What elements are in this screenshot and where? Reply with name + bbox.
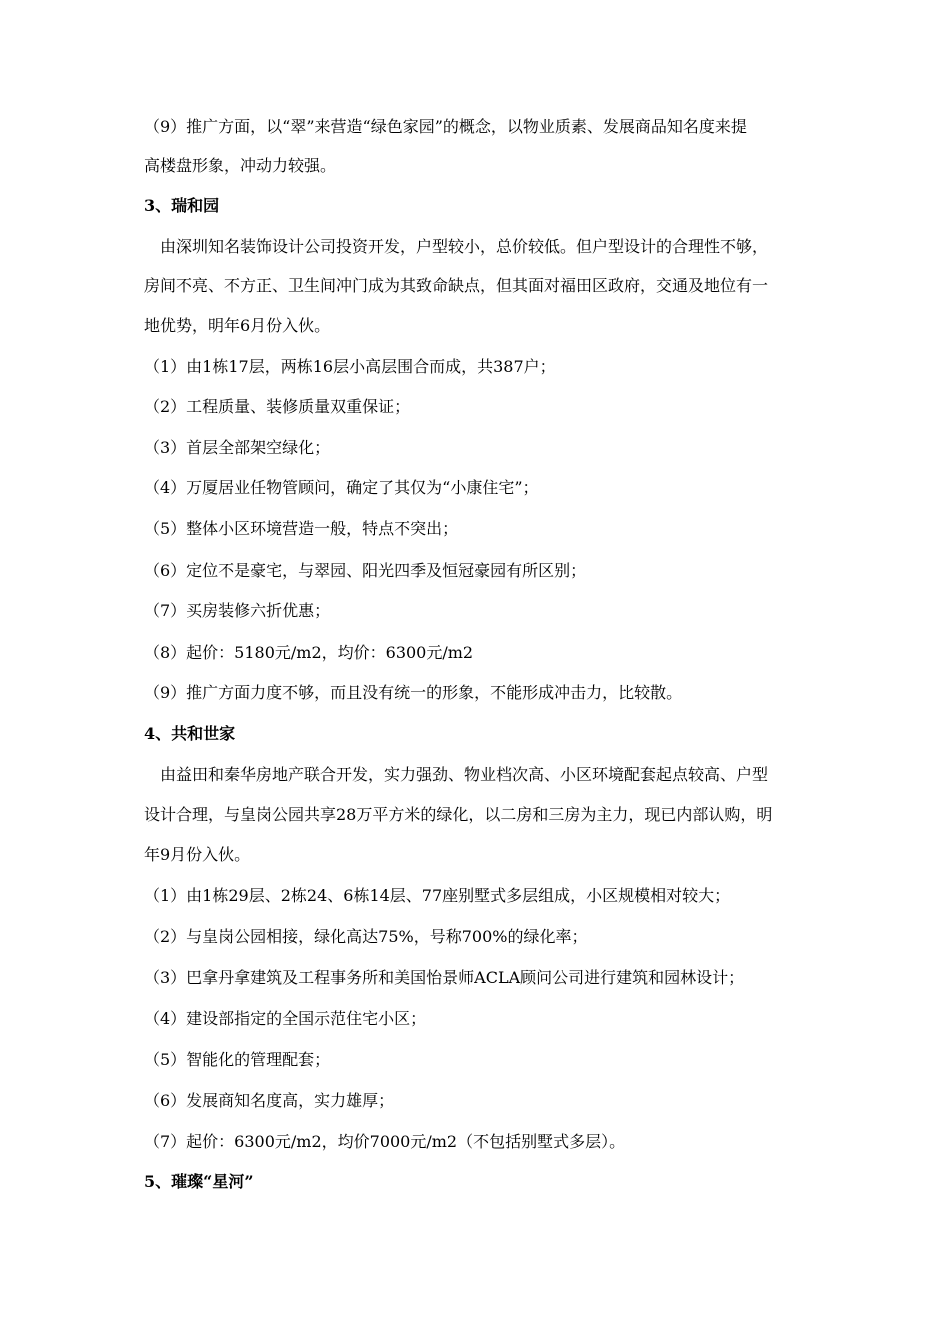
- paragraph-line: 年9月份入伙。: [144, 845, 251, 864]
- list-item: （7）起价：6300元/m2，均价7000元/m2（不包括别墅式多层）。: [144, 1132, 626, 1151]
- list-item: （6）发展商知名度高，实力雄厚；: [144, 1091, 395, 1110]
- list-item: （5）智能化的管理配套；: [144, 1050, 331, 1069]
- paragraph-line: 高楼盘形象，冲动力较强。: [144, 156, 337, 175]
- paragraph-line: 由益田和秦华房地产联合开发，实力强劲、物业档次高、小区环境配套起点较高、户型: [160, 765, 769, 784]
- list-item: （4）万厦居业任物管顾问，确定了其仅为“小康住宅”；: [144, 478, 539, 497]
- paragraph-line: 地优势，明年6月份入伙。: [144, 316, 331, 335]
- section-heading: 4、共和世家: [144, 724, 236, 743]
- paragraph-line: 由深圳知名装饰设计公司投资开发，户型较小，总价较低。但户型设计的合理性不够，: [160, 237, 769, 256]
- list-item: （2）与皇岗公园相接，绿化高达75%，号称700%的绿化率；: [144, 927, 588, 946]
- list-item: （8）起价：5180元/m2，均价：6300元/m2: [144, 643, 474, 662]
- list-item: （6）定位不是豪宅，与翠园、阳光四季及恒冠豪园有所区别；: [144, 561, 587, 580]
- list-item: （1）由1栋29层、2栋24、6栋14层、77座别墅式多层组成，小区规模相对较大；: [144, 886, 731, 905]
- paragraph-line: （9）推广方面，以“翠”来营造“绿色家园”的概念，以物业质素、发展商品知名度来提: [144, 117, 747, 136]
- list-item: （2）工程质量、装修质量双重保证；: [144, 397, 411, 416]
- paragraph-line: 设计合理，与皇岗公园共享28万平方米的绿化，以二房和三房为主力，现已内部认购，明: [144, 805, 773, 824]
- list-item: （4）建设部指定的全国示范住宅小区；: [144, 1009, 427, 1028]
- list-item: （9）推广方面力度不够，而且没有统一的形象，不能形成冲击力，比较散。: [144, 683, 683, 702]
- list-item: （7）买房装修六折优惠；: [144, 601, 331, 620]
- list-item: （5）整体小区环境营造一般，特点不突出；: [144, 519, 459, 538]
- list-item: （3）巴拿丹拿建筑及工程事务所和美国怡景师ACLA顾问公司进行建筑和园林设计；: [144, 968, 745, 987]
- section-heading: 5、璀璨“星河”: [144, 1172, 254, 1191]
- section-heading: 3、瑞和园: [144, 196, 220, 215]
- paragraph-line: 房间不亮、不方正、卫生间冲门成为其致命缺点，但其面对福田区政府，交通及地位有一: [144, 276, 769, 295]
- list-item: （1）由1栋17层，两栋16层小高层围合而成，共387户；: [144, 357, 556, 376]
- list-item: （3）首层全部架空绿化；: [144, 438, 331, 457]
